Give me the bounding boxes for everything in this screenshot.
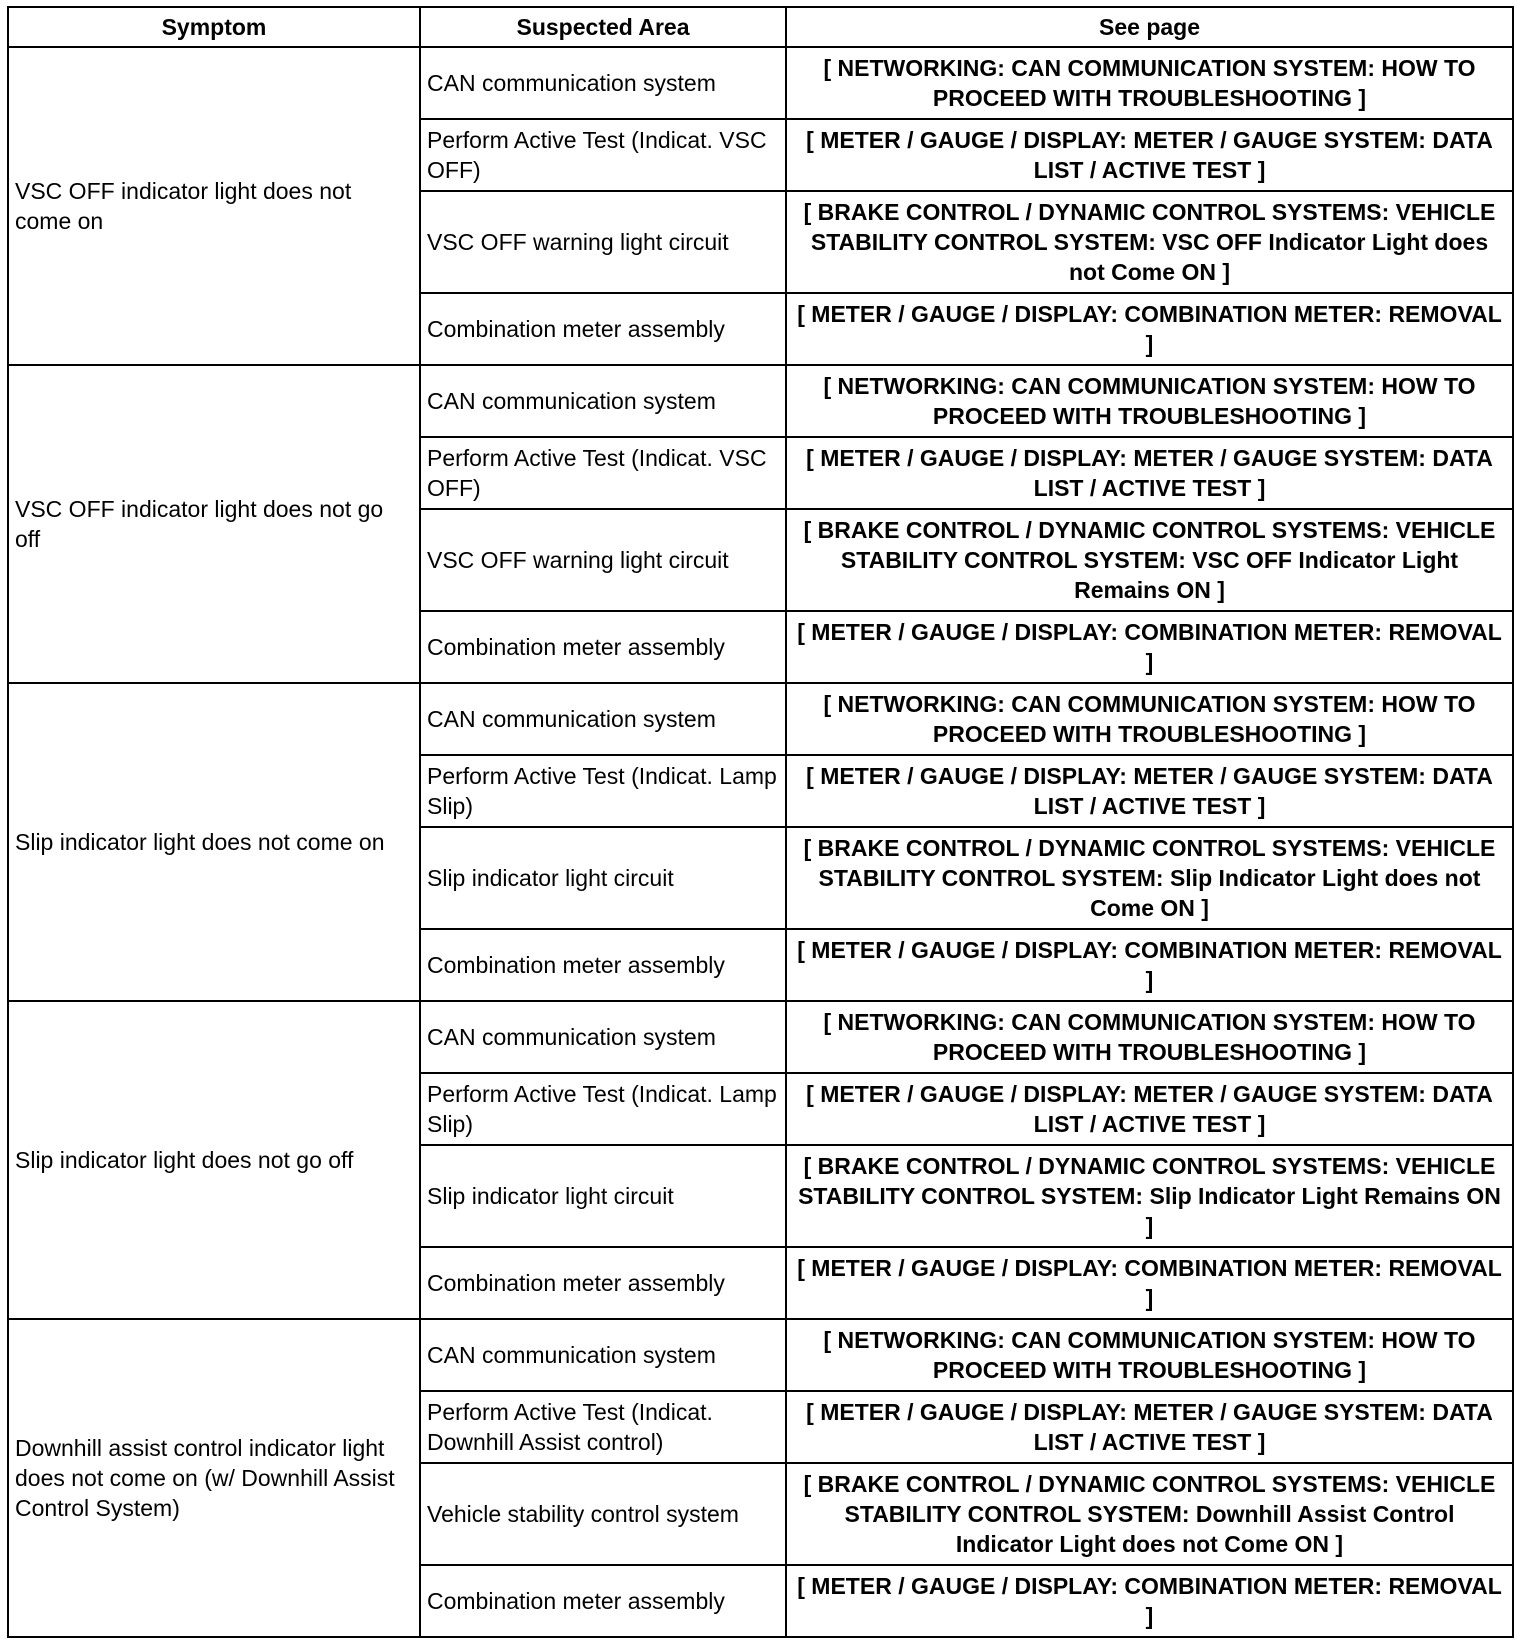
see-page-link[interactable]: [ METER / GAUGE / DISPLAY: COMBINATION METER: REMOVAL ] — [786, 293, 1513, 365]
suspected-area-cell: CAN communication system — [420, 683, 786, 755]
see-page-link[interactable]: [ BRAKE CONTROL / DYNAMIC CONTROL SYSTEMS: VEHICLE STABILITY CONTROL SYSTEM: VSC OFF Indicator Light Remains ON ] — [786, 509, 1513, 611]
see-page-link[interactable]: [ METER / GAUGE / DISPLAY: METER / GAUGE SYSTEM: DATA LIST / ACTIVE TEST ] — [786, 437, 1513, 509]
table-row — [8, 683, 1513, 755]
suspected-area-cell: Vehicle stability control system — [420, 1463, 786, 1565]
see-page-link[interactable]: [ NETWORKING: CAN COMMUNICATION SYSTEM: HOW TO PROCEED WITH TROUBLESHOOTING ] — [786, 683, 1513, 755]
table-row — [8, 47, 1513, 119]
see-page-link[interactable]: [ NETWORKING: CAN COMMUNICATION SYSTEM: HOW TO PROCEED WITH TROUBLESHOOTING ] — [786, 365, 1513, 437]
suspected-area-cell: Combination meter assembly — [420, 1247, 786, 1319]
see-page-link[interactable]: [ NETWORKING: CAN COMMUNICATION SYSTEM: HOW TO PROCEED WITH TROUBLESHOOTING ] — [786, 47, 1513, 119]
suspected-area-cell: Combination meter assembly — [420, 611, 786, 683]
see-page-link[interactable]: [ METER / GAUGE / DISPLAY: METER / GAUGE SYSTEM: DATA LIST / ACTIVE TEST ] — [786, 119, 1513, 191]
suspected-area-cell: VSC OFF warning light circuit — [420, 509, 786, 611]
suspected-area-cell: Combination meter assembly — [420, 929, 786, 1001]
header-symptom: Symptom — [8, 7, 420, 47]
see-page-link[interactable]: [ BRAKE CONTROL / DYNAMIC CONTROL SYSTEMS: VEHICLE STABILITY CONTROL SYSTEM: VSC OFF Indicator Light does not Come ON ] — [786, 191, 1513, 293]
suspected-area-cell: Perform Active Test (Indicat. VSC OFF) — [420, 119, 786, 191]
symptom-table — [7, 6, 1514, 1638]
see-page-link[interactable]: [ METER / GAUGE / DISPLAY: METER / GAUGE SYSTEM: DATA LIST / ACTIVE TEST ] — [786, 1391, 1513, 1463]
suspected-area-cell: Perform Active Test (Indicat. Downhill Assist control) — [420, 1391, 786, 1463]
suspected-area-cell: Slip indicator light circuit — [420, 827, 786, 929]
see-page-link[interactable]: [ BRAKE CONTROL / DYNAMIC CONTROL SYSTEMS: VEHICLE STABILITY CONTROL SYSTEM: Downhill Assist Control Indicator Light does not Come ON ] — [786, 1463, 1513, 1565]
see-page-link[interactable]: [ NETWORKING: CAN COMMUNICATION SYSTEM: HOW TO PROCEED WITH TROUBLESHOOTING ] — [786, 1319, 1513, 1391]
symptom-cell: Downhill assist control indicator light does not come on (w/ Downhill Assist Control System) — [8, 1319, 420, 1637]
suspected-area-cell: Perform Active Test (Indicat. Lamp Slip) — [420, 755, 786, 827]
table-row — [8, 1319, 1513, 1391]
see-page-link[interactable]: [ METER / GAUGE / DISPLAY: COMBINATION METER: REMOVAL ] — [786, 1247, 1513, 1319]
suspected-area-cell: CAN communication system — [420, 1001, 786, 1073]
see-page-link[interactable]: [ METER / GAUGE / DISPLAY: COMBINATION METER: REMOVAL ] — [786, 929, 1513, 1001]
suspected-area-cell: CAN communication system — [420, 365, 786, 437]
see-page-link[interactable]: [ METER / GAUGE / DISPLAY: METER / GAUGE SYSTEM: DATA LIST / ACTIVE TEST ] — [786, 1073, 1513, 1145]
symptom-cell: Slip indicator light does not come on — [8, 683, 420, 1001]
see-page-link[interactable]: [ NETWORKING: CAN COMMUNICATION SYSTEM: HOW TO PROCEED WITH TROUBLESHOOTING ] — [786, 1001, 1513, 1073]
suspected-area-cell: Slip indicator light circuit — [420, 1145, 786, 1247]
see-page-link[interactable]: [ METER / GAUGE / DISPLAY: METER / GAUGE SYSTEM: DATA LIST / ACTIVE TEST ] — [786, 755, 1513, 827]
suspected-area-cell: VSC OFF warning light circuit — [420, 191, 786, 293]
table-row — [8, 1001, 1513, 1073]
suspected-area-cell: CAN communication system — [420, 1319, 786, 1391]
symptom-cell: VSC OFF indicator light does not go off — [8, 365, 420, 683]
see-page-link[interactable]: [ METER / GAUGE / DISPLAY: COMBINATION METER: REMOVAL ] — [786, 1565, 1513, 1637]
symptom-cell: VSC OFF indicator light does not come on — [8, 47, 420, 365]
suspected-area-cell: Combination meter assembly — [420, 1565, 786, 1637]
see-page-link[interactable]: [ BRAKE CONTROL / DYNAMIC CONTROL SYSTEMS: VEHICLE STABILITY CONTROL SYSTEM: Slip Indicator Light does not Come ON ] — [786, 827, 1513, 929]
suspected-area-cell: Perform Active Test (Indicat. Lamp Slip) — [420, 1073, 786, 1145]
see-page-link[interactable]: [ METER / GAUGE / DISPLAY: COMBINATION METER: REMOVAL ] — [786, 611, 1513, 683]
see-page-link[interactable]: [ BRAKE CONTROL / DYNAMIC CONTROL SYSTEMS: VEHICLE STABILITY CONTROL SYSTEM: Slip Indicator Light Remains ON ] — [786, 1145, 1513, 1247]
header-row — [8, 7, 1513, 47]
suspected-area-cell: CAN communication system — [420, 47, 786, 119]
suspected-area-cell: Perform Active Test (Indicat. VSC OFF) — [420, 437, 786, 509]
header-suspected-area: Suspected Area — [420, 7, 786, 47]
suspected-area-cell: Combination meter assembly — [420, 293, 786, 365]
symptom-cell: Slip indicator light does not go off — [8, 1001, 420, 1319]
table-row — [8, 365, 1513, 437]
header-see-page: See page — [786, 7, 1513, 47]
